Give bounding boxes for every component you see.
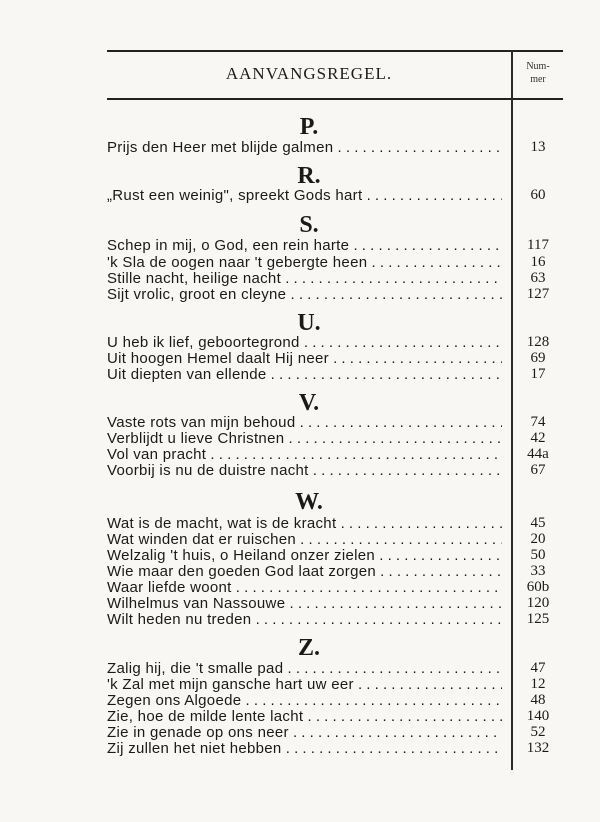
list-item — [107, 676, 563, 693]
entry-number: 48 — [530, 692, 546, 708]
entry-title: 'k Sla de oogen naar 't gebergte heen . . . — [107, 254, 502, 271]
entry-number: 52 — [530, 724, 546, 740]
entry-number: 50 — [530, 547, 546, 563]
list-item — [107, 708, 563, 725]
entry-title: Stille nacht, heilige nacht . . . — [107, 270, 502, 287]
section-letter-w: W. — [295, 489, 323, 515]
entry-number: 42 — [530, 430, 546, 446]
list-item — [107, 446, 563, 463]
entry-number: 12 — [530, 676, 546, 692]
entry-title: Zie, hoe de milde lente lacht . . . — [107, 708, 502, 725]
entry-title: Waar liefde woont . . . — [107, 579, 502, 596]
list-item — [107, 692, 563, 709]
entry-title: Voorbij is nu de duistre nacht . . . — [107, 462, 502, 479]
entry-title: Sijt vrolic, groot en cleyne . . . — [107, 286, 502, 303]
header-bottom-rule — [107, 98, 563, 100]
entry-number: 13 — [530, 139, 546, 155]
entry-number: 132 — [526, 740, 550, 756]
entry-number: 20 — [530, 531, 546, 547]
entry-title: Zegen ons Algoede . . . — [107, 692, 502, 709]
list-item — [107, 286, 563, 303]
entry-title: Prijs den Heer met blijde galmen . . . — [107, 139, 502, 156]
number-header-line-2: mer — [530, 74, 546, 85]
entry-title: Schep in mij, o God, een rein harte . . . — [107, 237, 502, 254]
section-letter-z: Z. — [297, 635, 320, 661]
entry-title: Welzalig 't huis, o Heiland onzer zielen . . . — [107, 547, 502, 564]
entry-title: 'k Zal met mijn gansche hart uw eer . . . — [107, 676, 502, 693]
list-item — [107, 531, 563, 548]
list-item — [107, 187, 563, 204]
entry-title: Zalig hij, die 't smalle pad . . . — [107, 660, 502, 677]
entry-number: 60b — [526, 579, 550, 595]
list-item — [107, 350, 563, 367]
list-item — [107, 579, 563, 596]
entry-number: 47 — [530, 660, 546, 676]
list-item — [107, 595, 563, 612]
entry-title: Wat winden dat er ruischen . . . — [107, 531, 502, 548]
list-item — [107, 270, 563, 287]
entry-title: Vaste rots van mijn behoud . . . — [107, 414, 502, 431]
entry-title: Wilhelmus van Nassouwe . . . — [107, 595, 502, 612]
list-item — [107, 563, 563, 580]
entry-title: Uit hoogen Hemel daalt Hij neer . . . — [107, 350, 502, 367]
entry-number: 33 — [530, 563, 546, 579]
entry-title: Uit diepten van ellende . . . — [107, 366, 502, 383]
entry-number: 140 — [526, 708, 550, 724]
entry-number: 120 — [526, 595, 550, 611]
entry-number: 67 — [530, 462, 546, 478]
entry-number: 125 — [526, 611, 550, 627]
list-item — [107, 515, 563, 532]
entry-number: 16 — [530, 254, 546, 270]
entry-number: 69 — [530, 350, 546, 366]
list-item — [107, 139, 563, 156]
entry-number: 117 — [527, 237, 549, 253]
column-title: AANVANGSREGEL. — [225, 64, 393, 83]
list-item — [107, 462, 563, 479]
entry-title: Wilt heden nu treden . . . — [107, 611, 502, 628]
number-header-line-1: Num- — [526, 61, 550, 72]
entry-number: 44a — [527, 446, 549, 462]
section-letter-u: U. — [297, 310, 321, 336]
list-item — [107, 334, 563, 351]
list-item — [107, 740, 563, 757]
entry-title: Verblijdt u lieve Christnen . . . — [107, 430, 502, 447]
entry-title: Wie maar den goeden God laat zorgen . . . — [107, 563, 502, 580]
entry-number: 128 — [526, 334, 550, 350]
section-letter-p: P. — [299, 114, 319, 140]
list-item — [107, 366, 563, 383]
list-item — [107, 237, 563, 254]
list-item — [107, 611, 563, 628]
section-letter-v: V. — [298, 390, 320, 416]
entry-title: Zij zullen het niet hebben . . . — [107, 740, 502, 757]
entry-number: 74 — [530, 414, 546, 430]
entry-number: 60 — [530, 187, 546, 203]
entry-title: U heb ik lief, geboortegrond . . . — [107, 334, 502, 351]
list-item — [107, 660, 563, 677]
section-letter-s: S. — [299, 212, 319, 238]
list-item — [107, 430, 563, 447]
entry-number: 45 — [530, 515, 546, 531]
header-top-rule — [107, 50, 563, 52]
list-item — [107, 254, 563, 271]
list-item — [107, 724, 563, 741]
entry-title: „Rust een weinig", spreekt Gods hart . . . — [107, 187, 502, 204]
entry-number: 127 — [526, 286, 550, 302]
section-letter-r: R. — [297, 163, 321, 189]
list-item — [107, 547, 563, 564]
entry-title: Zie in genade op ons neer . . . — [107, 724, 502, 741]
entry-number: 17 — [530, 366, 546, 382]
list-item — [107, 414, 563, 431]
number-column-header — [513, 60, 563, 86]
entry-title: Vol van pracht . . . — [107, 446, 502, 463]
entry-title: Wat is de macht, wat is de kracht . . . — [107, 515, 502, 532]
entry-number: 63 — [530, 270, 546, 286]
